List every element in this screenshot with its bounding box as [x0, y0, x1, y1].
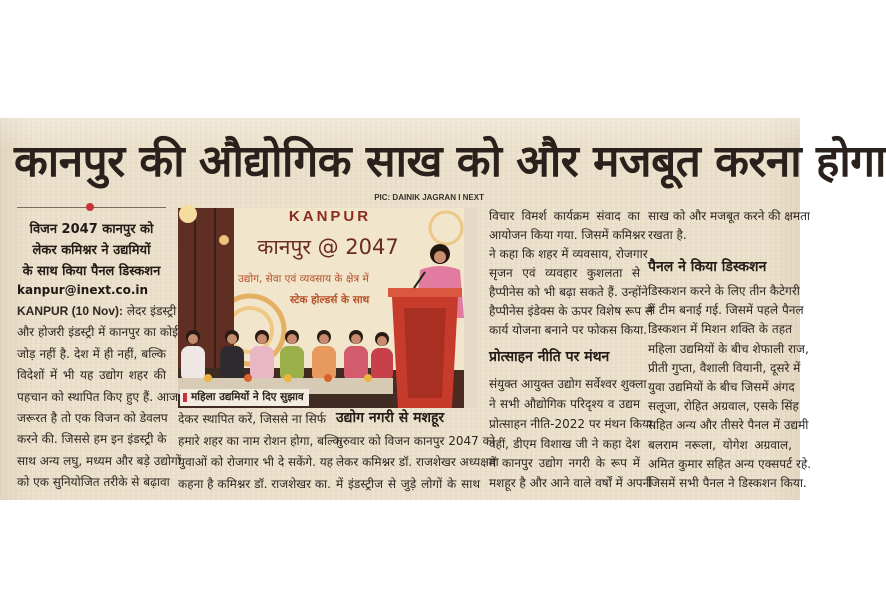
- body-line: कार्य योजना बनाने पर फोकस किया.: [489, 323, 647, 337]
- column-4: [648, 118, 812, 500]
- photo-caption-text: महिला उद्यमियों ने दिए सुझाव: [191, 391, 304, 403]
- body-line: हैप्पीनेस इंडेक्स के ऊपर विशेष रूप से: [489, 304, 654, 318]
- body-line: जिसमें सभी पैनल ने डिस्कशन किया.: [648, 476, 807, 490]
- photo-credit: PIC: DAINIK JAGRAN I NEXT: [374, 193, 484, 202]
- reporter-email: kanpur@inext.co.in: [17, 283, 149, 297]
- banner-line: उद्योग, सेवा एवं व्यवसाय के क्षेत्र में: [238, 273, 369, 285]
- column-3: [489, 118, 656, 500]
- intro-subhead-line: के साथ किया पैनल डिस्कशन: [22, 264, 161, 279]
- body-line: मशहूर है और आने वाले वर्षों में अपनी: [489, 476, 653, 490]
- newspaper-clipping: [0, 118, 886, 500]
- body-line: देकर स्थापित करें, जिससे ना सिर्फ: [178, 412, 326, 426]
- body-line: लेकर कमिश्नर डॉ. राजशेखर अध्यक्षता: [336, 455, 499, 469]
- body-line: वहीं, डीएम विशाख जी ने कहा देश: [489, 437, 640, 451]
- body-line: आयोजन किया गया. जिसमें कमिश्नर: [489, 228, 646, 242]
- body-line: डिस्कशन में मिशन शक्ति के तहत: [648, 322, 792, 336]
- body-line: हमारे शहर का नाम रोशन होगा, बल्कि: [178, 434, 342, 448]
- body-line: सहित अन्य और तीसरे पैनल में उद्यमी: [648, 418, 809, 432]
- body-line: करने की. जिससे हम इन इंडस्ट्री के: [17, 432, 167, 446]
- dateline: KANPUR (10 Nov):: [17, 304, 124, 318]
- body-line: [17, 301, 177, 322]
- body-line: और होजरी इंडस्ट्री में कानपुर का कोई: [17, 325, 179, 339]
- body-line: में इंडस्ट्रीज से जुड़े लोगों के साथ: [336, 477, 480, 491]
- left-column: [17, 118, 181, 500]
- body-line: पहचान को स्थापित किए हुए हैं. आज: [17, 390, 179, 404]
- body-line: बलराम नरूला, योगेश अग्रवाल,: [648, 438, 792, 452]
- body-line: संयुक्त आयुक्त उद्योग सर्वेश्वर शुक्ला: [489, 377, 647, 391]
- body-line: प्रीती गुप्ता, वैशाली वियानी, दूसरे में: [648, 361, 801, 375]
- intro-subhead-line: विजन 2047 कानपुर को: [29, 222, 154, 237]
- body-line: अमित कुमार सहित अन्य एक्सपर्ट रहे.: [648, 457, 812, 471]
- section-subhead: पैनल ने किया डिस्कशन: [648, 259, 767, 275]
- red-dot-marker: [86, 203, 94, 211]
- section-subhead: प्रोत्साहन नीति पर मंथन: [489, 349, 610, 365]
- body-line: विचार विमर्श कार्यक्रम संवाद का: [489, 209, 640, 223]
- body-line: सलूजा, रोहित अग्रवाल, एसके सिंह: [648, 399, 799, 413]
- headline: कानपुर की औद्योगिक साख को और मजबूत करना होगा: [14, 136, 886, 187]
- body-line: रखता है.: [648, 228, 687, 242]
- body-line-text: लेदर इंडस्ट्री: [126, 304, 177, 318]
- banner-logo: KANPUR: [288, 208, 372, 225]
- body-line: में टीम बनाई गई. जिसमें पहले पैनल: [648, 303, 804, 317]
- body-line: डिस्कशन करने के लिए तीन कैटेगरी: [648, 284, 800, 298]
- body-line: साथ अन्य लघु, मध्यम और बड़े उद्योगों: [17, 454, 181, 468]
- body-line: प्रोत्साहन नीति-2022 पर मंथन किया.: [489, 417, 656, 431]
- body-line: हैप्पीनेस को भी बढ़ा सकते हैं. उन्होंने: [489, 285, 648, 299]
- section-subhead: उद्योग नगरी से मशहूर: [336, 410, 445, 426]
- banner-line: स्टेक होल्डर्स के साथ: [290, 294, 370, 306]
- body-line: ने सभी औद्योगिक परिदृश्य व उद्यम: [489, 397, 640, 411]
- body-line: ने कहा कि शहर में व्यवसाय, रोजगार: [489, 247, 648, 261]
- intro-subhead-line: लेकर कमिश्नर ने उद्यमियों: [32, 243, 151, 258]
- body-line: विदेशों में भी यह उद्योग शहर की: [17, 368, 166, 382]
- body-line: साख को और मजबूत करने की क्षमता: [648, 209, 811, 223]
- body-line: जोड़ नहीं है. देश में ही नहीं, बल्कि: [17, 347, 166, 361]
- body-line: युवाओं को रोजगार भी दे सकेंगे. यह: [178, 455, 334, 469]
- body-line: सृजन एवं व्यवहार कुशलता से: [489, 266, 640, 280]
- body-line: जरूरत है तो एक विजन को डेवलप: [17, 411, 168, 425]
- body-line: महिला उद्यमियों के बीच शेफाली राज,: [648, 342, 809, 356]
- body-line: गुरुवार को विजन कानपुर 2047 को: [336, 434, 495, 448]
- banner-title: कानपुर @ 2047: [257, 235, 399, 259]
- body-line: कहना है कमिश्नर डॉ. राजशेखर का.: [178, 477, 331, 491]
- body-line: युवा उद्यमियों के बीच जिसमें अंगद: [648, 380, 795, 394]
- body-line: में कानपुर उद्योग नगरी के रूप में: [489, 456, 640, 470]
- below-photo-right-column: [336, 118, 499, 500]
- body-line: को एक सुनियोजित तरीके से बढ़ावा: [17, 475, 170, 489]
